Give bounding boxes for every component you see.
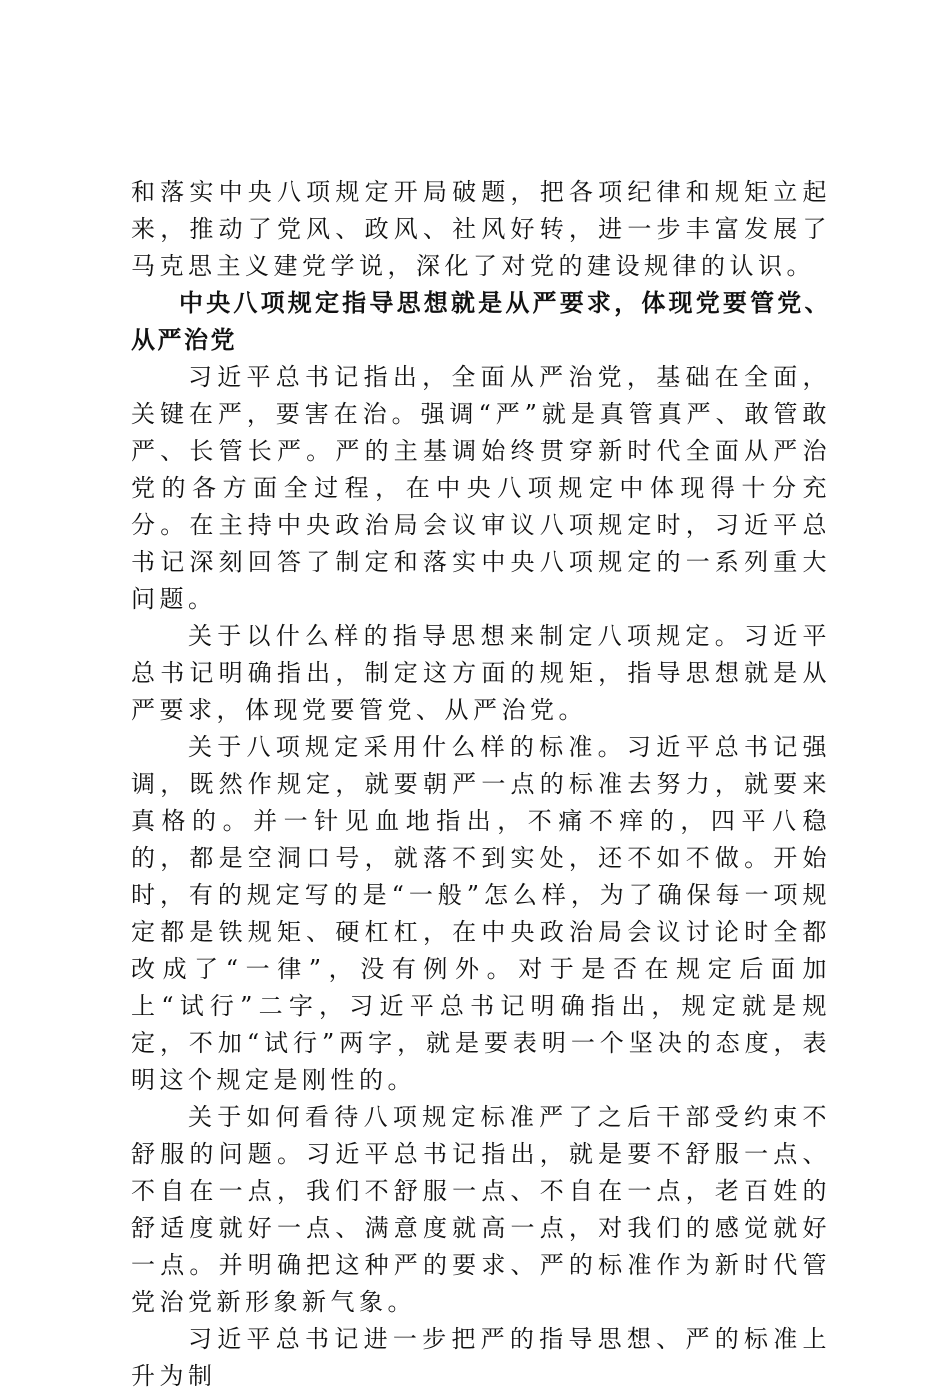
body-paragraph: 习近平总书记指出，全面从严治党，基础在全面，关键在严，要害在治。强调“严”就是真管真严、敢管敢严、长管长严。严的主基调始终贯穿新时代全面从严治党的各方面全过程，在中央八项规定中体现得十分充分。在主持中央政治局会议审议八项规定时，习近平总书记深刻回答了制定和落实中央八项规定的一系列重大问题。 [131,363,831,613]
section-heading: 中央八项规定指导思想就是从严要求，体现党要管党、从严治党 [131,289,831,354]
body-paragraph-truncated: 习近平总书记进一步把严的指导思想、严的标准上升为制 [131,1325,831,1390]
body-paragraph-continuation: 和落实中央八项规定开局破题，把各项纪律和规矩立起来，推动了党风、政风、社风好转，进一步丰富发展了马克思主义建党学说，深化了对党的建设规律的认识。 [131,178,831,280]
body-paragraph: 关于以什么样的指导思想来制定八项规定。习近平总书记明确指出，制定这方面的规矩，指导思想就是从严要求，体现党要管党、从严治党。 [131,622,831,724]
body-paragraph: 关于如何看待八项规定标准严了之后干部受约束不舒服的问题。习近平总书记指出，就是要不舒服一点、不自在一点，我们不舒服一点、不自在一点，老百姓的舒适度就好一点、满意度就高一点，对我们的感觉就好一点。并明确把这种严的要求、严的标准作为新时代管党治党新形象新气象。 [131,1103,831,1316]
document-body [131,174,831,1395]
body-paragraph: 关于八项规定采用什么样的标准。习近平总书记强调，既然作规定，就要朝严一点的标准去努力，就要来真格的。并一针见血地指出，不痛不痒的，四平八稳的，都是空洞口号，就落不到实处，还不如不做。开始时，有的规定写的是“一般”怎么样，为了确保每一项规定都是铁规矩、硬杠杠，在中央政治局会议讨论时全都改成了“一律”，没有例外。对于是否在规定后面加上“试行”二字，习近平总书记明确指出，规定就是规定，不加“试行”两字，就是要表明一个坚决的态度，表明这个规定是刚性的。 [131,733,831,1094]
